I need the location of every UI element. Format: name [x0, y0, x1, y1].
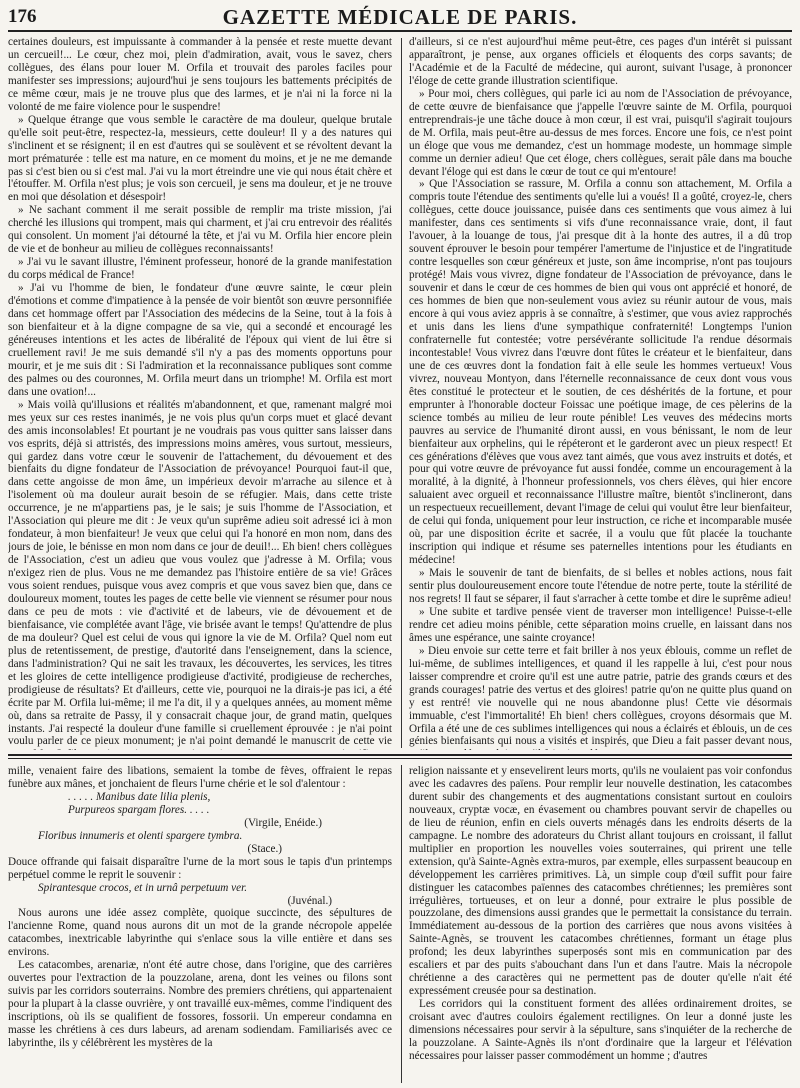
paragraph: Les catacombes, arenariæ, n'ont été autre chose, dans l'origine, que des carrières ouvertes pour l'extraction de la pouzzolane, arena, dont les veines ou filons sont suivis par les corridors souterrains. Nombre des premiers chrétiens, qui appartenaient pour la plupart à la classe ouvrière, y ont travaillé eux-mêmes, comme l'indiquent des inscriptions, où ils se qualifient de fossores, fossorii. Un empereur condamna en masse les chrétiens à ces durs labeurs, ad arenam sodiendam. Familiarisés avec ce labyrinthe, ils y célébrèrent les mystères de la [8, 959, 392, 1050]
upper-section [8, 36, 792, 752]
column-divider [401, 765, 402, 1083]
column-divider [401, 38, 402, 748]
feuilleton-section [8, 765, 792, 1083]
latin-verse: Floribus innumeris et olenti spargere tymbra. [38, 829, 243, 842]
masthead-title: GAZETTE MÉDICALE DE PARIS. [222, 5, 578, 29]
page-number: 176 [8, 6, 37, 27]
citation: (Virgile, Enéide.) [244, 816, 322, 829]
lower-left-column [8, 765, 392, 1083]
paragraph: certaines douleurs, est impuissante à commander à la pensée et reste muette devant un cercueil!... Le cœur, chez moi, plein d'admiration, avait, vous le savez, chers collègues, des élans pour louer M. Orfila et trouvait des paroles faciles pour manifester ses impressions; aujourd'hui je sens toujours les battements précipités de ce même cœur, mais je ne trouve plus que des larmes, et je n'ai ni la force ni la volonté de me faire violence pour le suspendre! [8, 36, 392, 113]
paragraph: Nous aurons une idée assez complète, quoique succincte, des sépultures de l'ancienne Rome, quand nous aurons dit un mot de la grande nécropole appelée catacombes, inextricable labyrinthe qui s'enlace sous la ville entière et dans ses environs. [8, 907, 392, 959]
upper-right-column [409, 36, 792, 750]
section-divider [8, 754, 792, 756]
paragraph: » Que l'Association se rassure, M. Orfila a connu son attachement, M. Orfila a compris toute l'étendue des sentiments qu'elle lui a voués! Il a goûté, croyez-le, chers collègues, cette douce jouissance, puisée dans ces sentiments que vous aimez à lui manifester, dans ces sentiments si vifs d'une reconnaissance vraie, dont, il faut l'avouer, à la louange de tous, j'ai presque dit à la honte des autres, il a dû trop souvent éprouver le besoin pour tempérer l'amertume de l'injustice et de l'ingratitude contre lesquelles son cœur généreux et juste, son âme incomprise, n'ont pas toujours protégé! Mais vous vivrez, digne fondateur de l'Association de prévoyance, dans le souvenir et dans le cœur de ces hommes de bien qui vous ont apprécié et honoré, de ces hommes de bien que non-seulement vous aviez su réunir autour de vous, mais encore à qui vous aviez appris à se connaître, à s'estimer, que vous aviez rapprochés et unis dans les liens d'une sympathique confraternité! Longtemps l'union confraternelle fut contestée; votre persévérante sollicitude l'a rendue désormais incontestable! Vous vivrez dans l'œuvre dont fûtes le créateur et le bienfaiteur, dans une de ces œuvres dont la fondation fait à elle seule les hommes vertueux! Vous vivrez, nouveau Montyon, dans l'éternelle reconnaissance de ceux dont vous vous êtes constitué le protecteur et le soutien, de ces déshérités de la fortune, et pour emprunter à l'honorable docteur Foissac une poétique image, de ces pèlerins de la science tombés au milieu de leur route pénible! Les veuves des médecins morts pauvres au service de l'humanité diront aussi, en vous bénissant, le nom de leur bienfaiteur aux orphelins, qui le répéteront et le garderont avec un pieux respect! Et ces générations d'élèves que vous avez tant aimés, que vous avez instruits et dotés, et pour qui votre œuvre de prévoyance fut aussi fondée, comme un encouragement à la moralité, à la dignité, à l'honneur professionnels, vos chers élèves, qui hier encore saluaient avec orgueil et reconnaissance l'illustre maître, bientôt s'inclineront, dans un respectueux recueillement, devant l'image de celui qui voulut être leur bienfaiteur, de celui qui fonda, uniquement pour leur instruction, ce riche et incomparable musée où, par une disposition écrite et sacrée, il a voulu que fût placée la touchante inscription qui indique et résume ses paternelles intentions pour les étudiants en médecine! [409, 178, 792, 567]
latin-verse: . . . . . Manibus date liliа plenis, [68, 790, 211, 803]
lower-right-column [409, 765, 792, 1083]
paragraph: » Pour moi, chers collègues, qui parle ici au nom de l'Association de prévoyance, de cette œuvre de bienfaisance que j'appelle l'œuvre sainte de M. Orfila, pourquoi entreprendrais-je une tâche douce à mon cœur, il est vrai, puisqu'il s'agirait toujours de M. Orfila, mais peut-être au-dessus de mes forces. Encore une fois, ce n'est point un éloge que vous me demandez, c'est un hommage modeste, un hommage simple comme un dernier adieu! Que cet éloge, chers collègues, serait pâle dans ma bouche devant l'éloge qui est dans le cœur de tout ce qui m'entoure! [409, 87, 792, 178]
paragraph: » Dieu envoie sur cette terre et fait briller à nos yeux éblouis, comme un reflet de lui-même, de sublimes intelligences, et quand il les rappelle à lui, c'est pour nous laisser comprendre et croire qu'il est une autre patrie, patrie des grands cœurs et des grands courages! patrie des vertus et des gloires! patrie qu'on ne quitte plus quand on y est rentré! vie nouvelle qui ne nous abandonne plus! Cette vie désormais immuable, c'est l'immortalité! Eh bien! chers collègues, croyons désormais que M. Orfila a été une de ces sublimes intelligences qui nous a éclairés et éblouis, un de ces génies bienfaisants qui nous a visités et inspirés, que Dieu a fait passer devant nous, [409, 644, 792, 748]
latin-verse: Spirantesque crocos, et in urnâ perpetuum ver. [38, 881, 248, 894]
section-divider [8, 758, 792, 759]
citation: (Juvénal.) [287, 894, 332, 907]
paragraph: » J'ai vu l'homme de bien, le fondateur d'une œuvre sainte, le cœur plein d'émotions et comme d'impatience à la pensée de voir bientôt son œuvre personnifiée dans cet hommage offert par l'Association des médecins de la Seine, tout à la fois à son bienfaiteur et à la digne compagne de sa vie, qui a secondé et encouragé les généreuses intentions et les actes de libéralité de l'époux qui vient de lui être si cruellement ravi! Je me suis demandé s'il n'y a pas des moments opportuns pour mourir, et je me suis dit : Si l'admiration et la reconnaissance publiques sont comme des palmes ou des couronnes, M. Orfila meurt dans un triomphe! M. Orfila est mort dans une ovation!... [8, 282, 392, 398]
paragraph: » Mais voilà qu'illusions et réalités m'abandonnent, et que, ramenant malgré moi mes yeux sur ces restes inanimés, je ne vois plus qu'un corps muet et glacé devant des amis inconsolables! Et pourtant je ne voudrais pas vous quitter sans laisser dans vos esprits, déjà si attristés, des impressions moins amères, vous surtout, messieurs, qui gardez dans votre cœur le souvenir de l'attachement, du dévouement et des bienfaits du digne fondateur de l'Association de prévoyance! Pourquoi faut-il que, dans cette angoisse de mon âme, un impérieux devoir m'arrache au silence et à l'isolement où ma douleur aurait besoin de se réfugier. Mais, dans cette triste occurrence, je ne m'appartiens pas, je le sais; je suis l'homme de l'Association, et l'Association qui pleure me dit : Je veux qu'un suprême adieu soit adressé ici à mon fondateur, à mon bienfaiteur! Je veux que celui qui l'a honoré en mon nom, dans des jours de joie, le bénisse en mon nom dans ce jour de deuil!... Eh bien! chers collègues de l'Association, c'est un adieu que vous voulez que j'adresse à M. Orfila; vous n'exigez rien de plus. Vous ne me demandez pas l'histoire entière de sa vie! Grâces vous soient rendues, puisque vous avez compris et que vous savez bien que, dans ce douloureux moment, toutes les pages de cette belle vie viennent se résumer pour nous dans ce peu de mots : vie d'activité et de labeurs, vie de dévouement et de bienfaisance, vie complétée avant l'âge, vie brisée avant le temps! Qu'attendre de plus de ma douleur? Quel est celui de vous qui ignore la vie de M. Orfila? Quel nom eut plus de retentissement, de prestige, d'autorité dans l'enseignement, dans la science, dans l'administration? Qui ne sait les travaux, les découvertes, les services, les titres et les gloires de cette intelligence prodigieuse d'activité, prodigieuse de recherches, prodigieuse de résultats? Et d'ailleurs, cette vie, pourquoi ne la dirais-je pas ici, a été écrite par M. Orfila lui-même; il me l'a dit, il y a quelques années, au moment même où, dans sa retraite de Passy, il y consacrait chaque jour, de grand matin, quelques instants. J'ai respecté la douleur d'une famille si cruellement éprouvée : je n'ai point voulu parler de ce pieux monument; je n'ai point demandé le manuscrit de cette vie [8, 398, 392, 748]
paragraph: » Mais le souvenir de tant de bienfaits, de si belles et nobles actions, nous fait sentir plus douloureusement encore toute l'étendue de notre perte, toute la stérilité de nos regrets! Il faut se séparer, il faut s'arracher à cette tombe et dire le suprême adieu! [409, 567, 792, 605]
paragraph: » Quelque étrange que vous semble le caractère de ma douleur, quelque brutale qu'elle soit peut-être, respectez-la, messieurs, cette douleur! Il y a des natures qui s'inclinent et se résignent; il en est d'autres qui se soulèvent et se révoltent devant la mort prématurée : telle est ma nature, en ce moment du moins, et je ne me demande pas si c'est bien ou si c'est mal. J'ai vu la mort étreindre une vie qui nous était chère et l'étouffer. M. Orfila n'est plus; je vois son cercueil, je sens ma douleur, et je ne trouve en moi que désolation et désespoir! [8, 113, 392, 204]
paragraph: Les corridors qui la constituent forment des allées ordinairement droites, se croisant avec d'autres couloirs également rectilignes. On leur a donné juste les dimensions nécessaires pour servir à la sépulture, sans s'inquiéter de la recherche de la pouzzolane. A Sainte-Agnès ils n'ont d'ordinaire que la largeur et l'élévation nécessaires pour laisser passer commodément un homme ; d'autres [409, 998, 792, 1062]
paragraph: Douce offrande qui faisait disparaître l'urne de la mort sous le tapis d'un printemps perpétuel comme le reprit le souvenir : [8, 855, 392, 881]
latin-verse: Purpureos spargam flores. . . . . [68, 803, 210, 816]
paragraph: » J'ai vu le savant illustre, l'éminent professeur, honoré de la grande manifestation du corps médical de France! [8, 256, 392, 282]
paragraph: mille, venaient faire des libations, semaient la tombe de fèves, offraient le repas funèbre aux mânes, et jonchaient de fleurs l'urne chérie et le sol d'alentour : [8, 765, 392, 790]
paragraph: » Ne sachant comment il me serait possible de remplir ma triste mission, j'ai cherché les illusions qui trompent, mais qui charment, et j'ai cru entrevoir des réalités qui consolent. Un moment j'ai détourné la tête, et j'ai vu M. Orfila hier encore plein de vie et de bonheur au milieu de collègues reconnaissants! [8, 204, 392, 256]
citation: (Stace.) [247, 842, 282, 855]
paragraph: d'ailleurs, si ce n'est aujourd'hui même peut-être, ces pages d'un intérêt si puissant apparaîtront, je pense, aux organes officiels et éloquents des corps savants; de l'Académie et de la Faculté de médecine, qui auront, suivant l'usage, à prononcer l'éloge de cette grande illustration scientifique. [409, 36, 792, 87]
paragraph: religion naissante et y ensevelirent leurs morts, qu'ils ne voulaient pas voir confondus avec les cadavres des païens. Pour remplir leur nouvelle destination, les catacombes durent subir des changements et des augmentations consistant surtout en couloirs nouveaux, cryptæ vocæ, en évasement ou chambres pouvant servir de chapelles ou de lieu de réunion, enfin en ciels ouverts ménagés dans les endroits déserts de la campagne. Le nombre des adorateurs du Christ allant toujours en croissant, il fallut multiplier en proportion les nouvelles voies souterraines, qui prirent une telle extension, qu'à Sainte-Agnès extra-muros, par exemple, elles surpassent beaucoup en développement les carrières primitives. Là, un simple coup d'œil suffit pour faire distinguer les catacombes païennes des catacombes chrétiennes; les premières sont irrégulières, tortueuses, et on leur a donné, pour extraire le plus possible de pouzzolane, des dimensions aussi grandes que le permettait la consistance du terrain. Immédiatement au-dessous de la portion des carrières que nous avons visitées à Sainte-Agnès, se trouvent les catacombes chrétiennes, formant un étage plus profond; les deux labyrinthes superposés sont mis en communication par des escaliers et par des puits s'abouchant dans l'un et dans l'autre. Mais la nécropole chrétienne a des caractères qui ne permettent pas de douter qu'elle n'ait été expressément creusée pour sa destination. [409, 765, 792, 998]
upper-left-column [8, 36, 392, 750]
paragraph: » Une subite et tardive pensée vient de traverser mon intelligence! Puisse-t-elle rendre cet adieu moins pénible, cette séparation moins cruelle, en laissant dans nos âmes une espérance, une sainte croyance! [409, 605, 792, 644]
page-header [8, 0, 792, 32]
